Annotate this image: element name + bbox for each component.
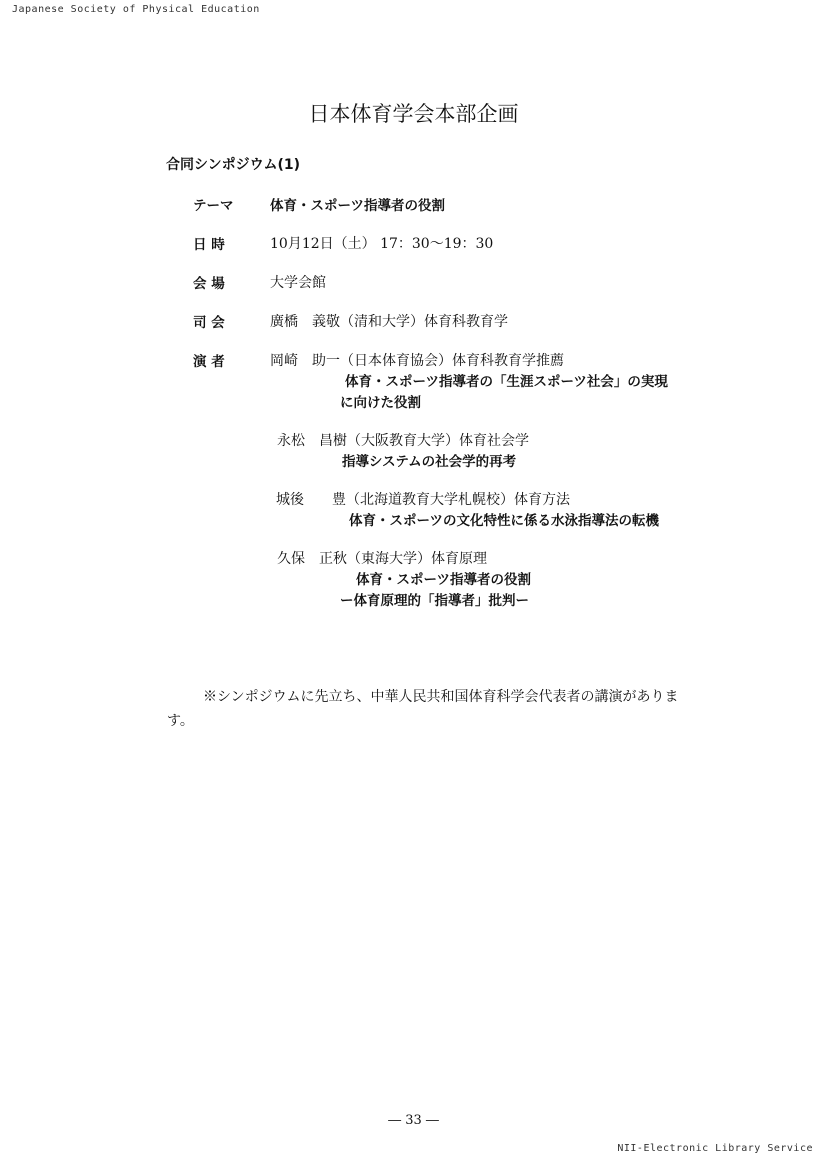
venue-label: 会 場: [193, 276, 225, 292]
moderator-label: 司 会: [193, 315, 225, 331]
talk-title-line: 体育・スポーツの文化特性に係る水泳指導法の転機: [349, 513, 659, 529]
page-title: 日本体育学会本部企画: [308, 102, 519, 126]
datetime-value: 10月12日（土） 17：30〜19：30: [270, 236, 494, 252]
talk-title-line: ー体育原理的「指導者」批判ー: [340, 593, 529, 609]
talk-title-line: 指導システムの社会学的再考: [342, 454, 517, 470]
society-header: Japanese Society of Physical Education: [12, 4, 260, 15]
page-number: ― 33 ―: [388, 1113, 439, 1128]
talk-title-line: に向けた役割: [340, 395, 421, 411]
speaker-name: 岡崎 助一（日本体育協会）体育科教育学推薦: [270, 353, 564, 369]
moderator-value: 廣橋 義敬（清和大学）体育科教育学: [270, 314, 508, 330]
datetime-label: 日 時: [193, 237, 225, 253]
theme-label: テーマ: [193, 198, 234, 214]
theme-value: 体育・スポーツ指導者の役割: [270, 198, 445, 214]
speaker-name: 城後 豊（北海道教育大学札幌校）体育方法: [276, 492, 570, 508]
talk-title-line: 体育・スポーツ指導者の役割: [356, 572, 531, 588]
speaker-name: 永松 昌樹（大阪教育大学）体育社会学: [277, 433, 529, 449]
symposium-subtitle: 合同シンポジウム(1): [166, 157, 301, 173]
note-line: す。: [167, 713, 194, 729]
speaker-name: 久保 正秋（東海大学）体育原理: [277, 551, 487, 567]
footer-service: NII-Electronic Library Service: [617, 1143, 813, 1154]
speakers-label: 演 者: [193, 354, 225, 370]
talk-title-line: 体育・スポーツ指導者の「生涯スポーツ社会」の実現: [345, 374, 668, 390]
note-line: ※シンポジウムに先立ち、中華人民共和国体育科学会代表者の講演がありま: [203, 689, 679, 705]
venue-value: 大学会館: [270, 275, 326, 291]
